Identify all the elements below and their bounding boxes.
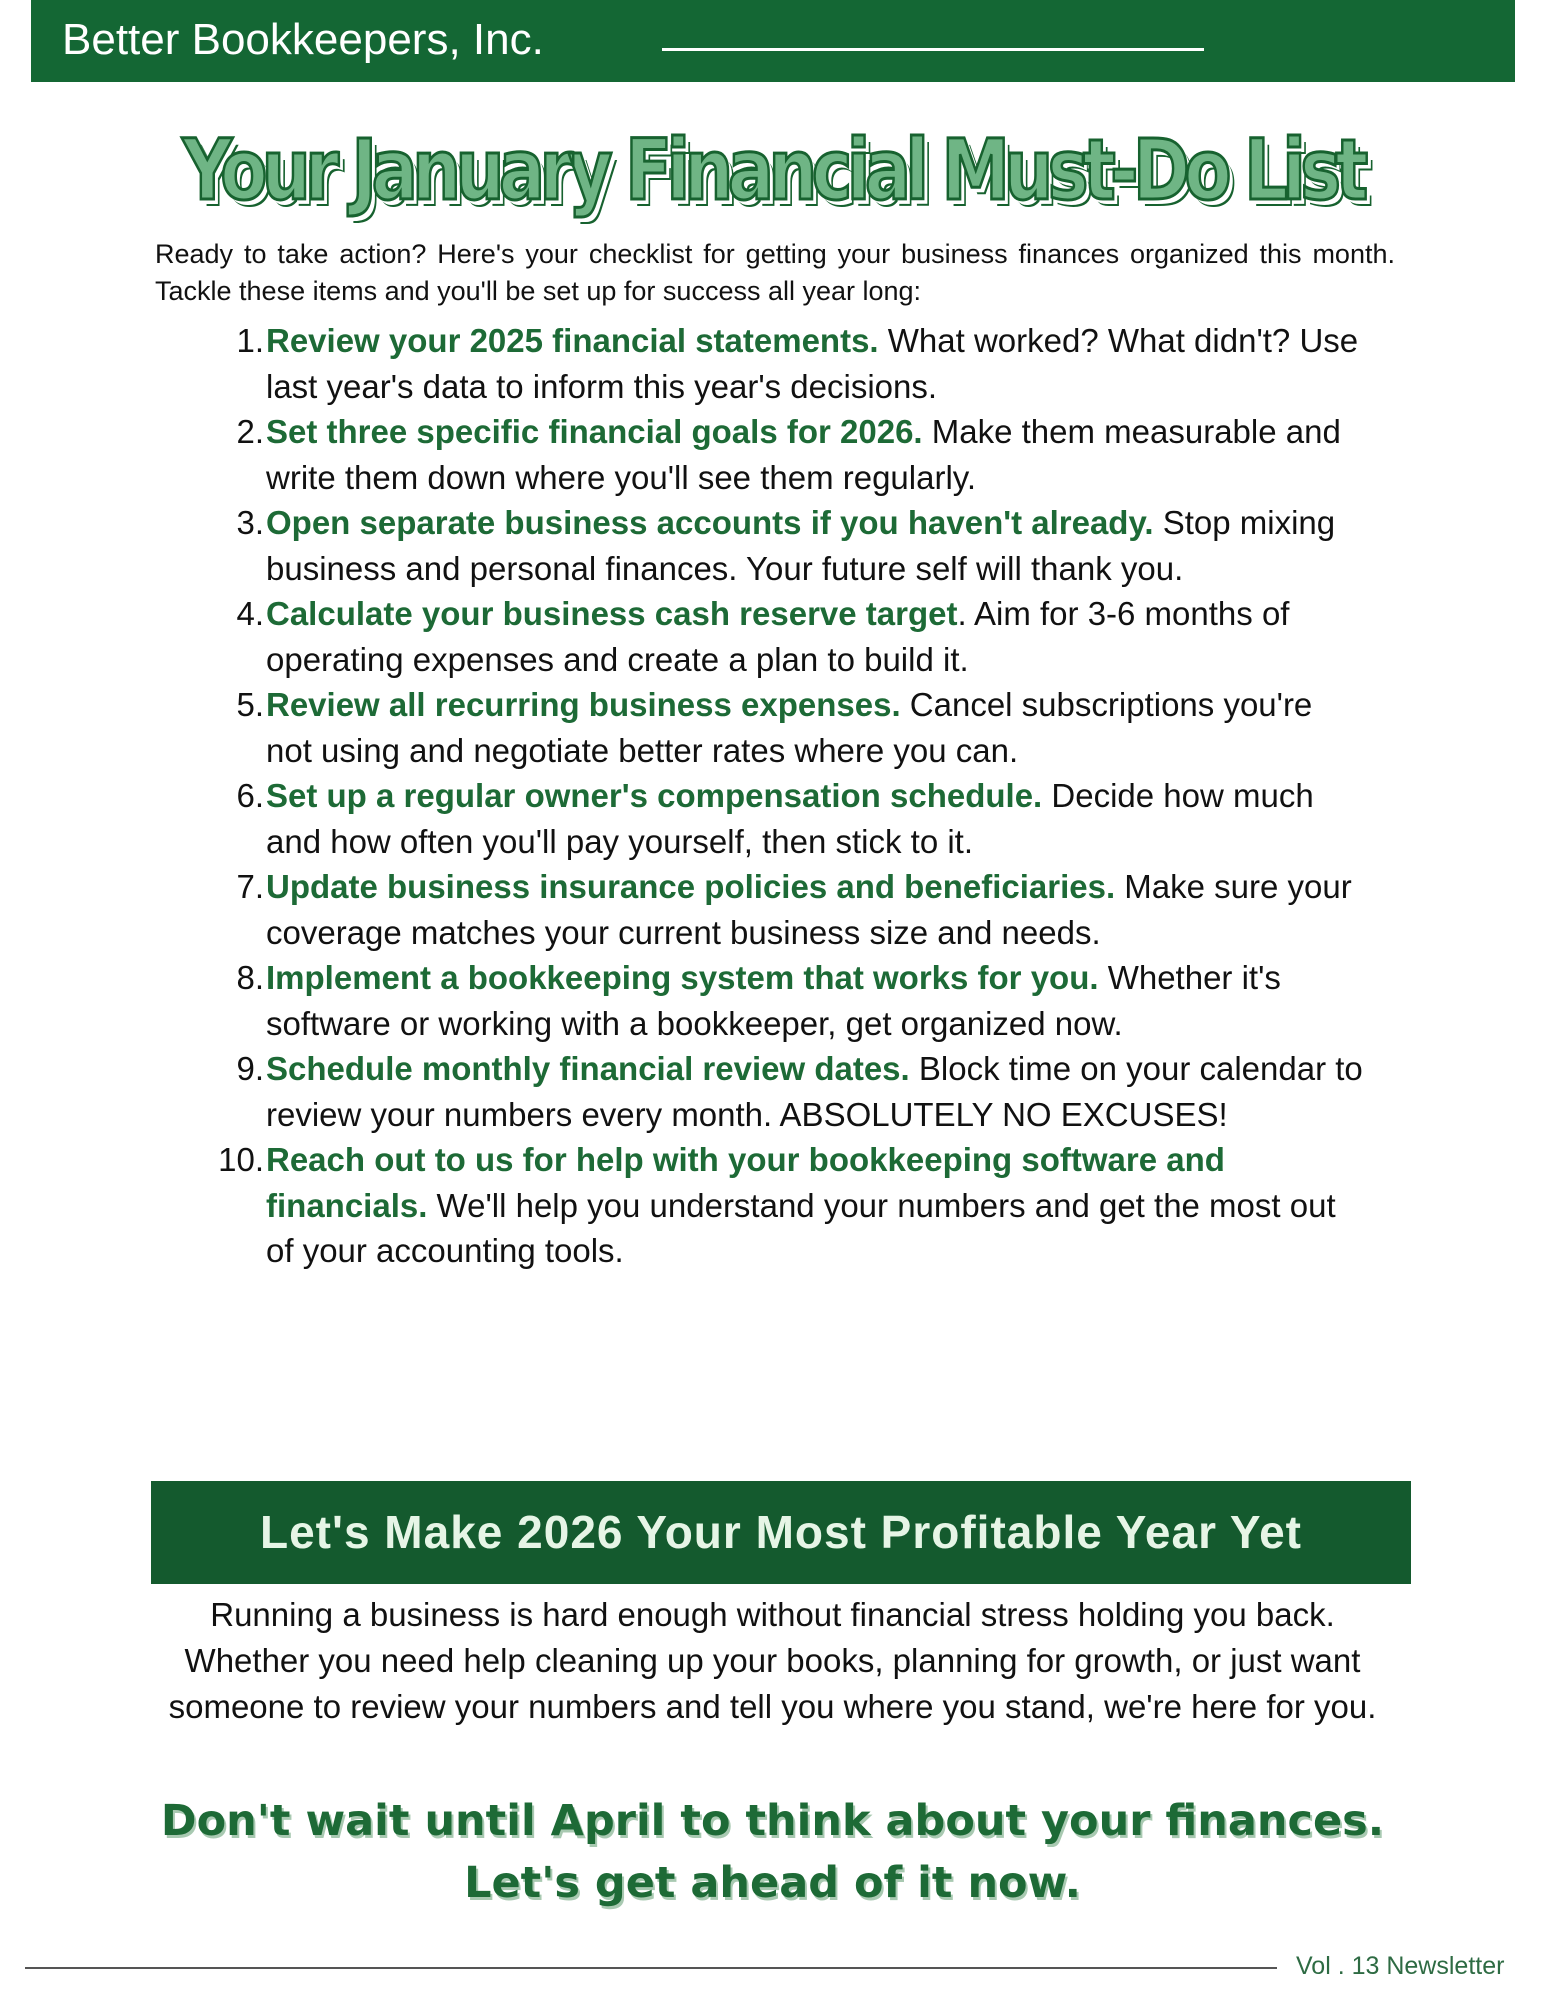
list-item-highlight: Set up a regular owner's compensation schedule.	[266, 777, 1043, 814]
cta-line-2: Let's get ahead of it now.	[464, 1858, 1081, 1908]
list-item-text: Decide how much and how often you'll pay yourself, then stick to it.	[266, 777, 1314, 860]
list-item	[236, 773, 1366, 864]
page-title: Your January Financial Must-Do List	[182, 121, 1363, 219]
list-item-text: Block time on your calendar to review your numbers every month. ABSOLUTELY NO EXCUSES!	[266, 1050, 1363, 1133]
closing-paragraph: Running a business is hard enough without financial stress holding you back. Whether you need help cleaning up your books, planning for growth, or just want someone to review your numbers and tell you where you stand, we're here for you.	[168, 1596, 1377, 1725]
list-item-highlight: Review your 2025 financial statements.	[266, 322, 879, 359]
checklist	[218, 318, 1366, 1274]
list-item-highlight: Reach out to us for help with your bookkeeping software and financials.	[266, 1141, 1225, 1224]
list-item	[236, 500, 1366, 591]
banner-heading: Let's Make 2026 Your Most Profitable Year Yet	[260, 1506, 1302, 1558]
list-item-text: Cancel subscriptions you're not using and negotiate better rates where you can.	[266, 686, 1313, 769]
list-item-number: 8.	[236, 959, 264, 996]
list-item-text: What worked? What didn't? Use last year's data to inform this year's decisions.	[266, 322, 1359, 405]
list-item-number: 4.	[236, 595, 264, 632]
list-item	[236, 591, 1366, 682]
list-item-number: 1.	[236, 322, 264, 359]
list-item-highlight: Implement a bookkeeping system that works for you.	[266, 959, 1099, 996]
newsletter-volume: Vol . 13 Newsletter	[1296, 1952, 1505, 1980]
footer-divider	[25, 1967, 1277, 1969]
list-item	[218, 1137, 1366, 1274]
list-item-number: 5.	[236, 686, 264, 723]
company-name: Better Bookkeepers, Inc.	[62, 15, 544, 64]
list-item	[236, 1046, 1366, 1137]
list-item-number: 6.	[236, 777, 264, 814]
list-item-text: Whether it's software or working with a bookkeeper, get organized now.	[266, 959, 1281, 1042]
list-item-text: We'll help you understand your numbers and get the most out of your accounting tools.	[266, 1186, 1336, 1269]
section-banner	[151, 1481, 1411, 1584]
list-item-number: 2.	[236, 413, 264, 450]
list-item	[236, 955, 1366, 1046]
call-to-action	[100, 1790, 1445, 1914]
list-item	[236, 409, 1366, 500]
list-item-number: 9.	[236, 1050, 264, 1087]
list-item-text: Make them measurable and write them down where you'll see them regularly.	[266, 413, 1341, 496]
list-item-highlight: Schedule monthly financial review dates.	[266, 1050, 910, 1087]
list-item	[236, 864, 1366, 955]
list-item-highlight: Calculate your business cash reserve target	[266, 595, 958, 632]
list-item-text: Make sure your coverage matches your current business size and needs.	[266, 868, 1352, 951]
list-item	[236, 682, 1366, 773]
list-item-number: 3.	[236, 504, 264, 541]
intro-text: Ready to take action? Here's your checklist for getting your business finances organized this month. Tackle these items and you'll be set up for success all year long:	[155, 239, 1395, 306]
list-item-highlight: Open separate business accounts if you haven't already.	[266, 504, 1154, 541]
list-item	[236, 318, 1366, 409]
list-item-text: . Aim for 3-6 months of operating expenses and create a plan to build it.	[266, 595, 1290, 678]
list-item-text: Stop mixing business and personal finances. Your future self will thank you.	[266, 504, 1336, 587]
list-item-highlight: Update business insurance policies and beneficiaries.	[266, 868, 1116, 905]
list-item-number: 7.	[236, 868, 264, 905]
header-bar	[31, 0, 1515, 82]
list-item-highlight: Review all recurring business expenses.	[266, 686, 901, 723]
list-item-number: 10.	[218, 1141, 264, 1178]
list-item-highlight: Set three specific financial goals for 2026.	[266, 413, 923, 450]
cta-line-1: Don't wait until April to think about your finances.	[160, 1796, 1385, 1846]
header-divider	[662, 48, 1204, 51]
